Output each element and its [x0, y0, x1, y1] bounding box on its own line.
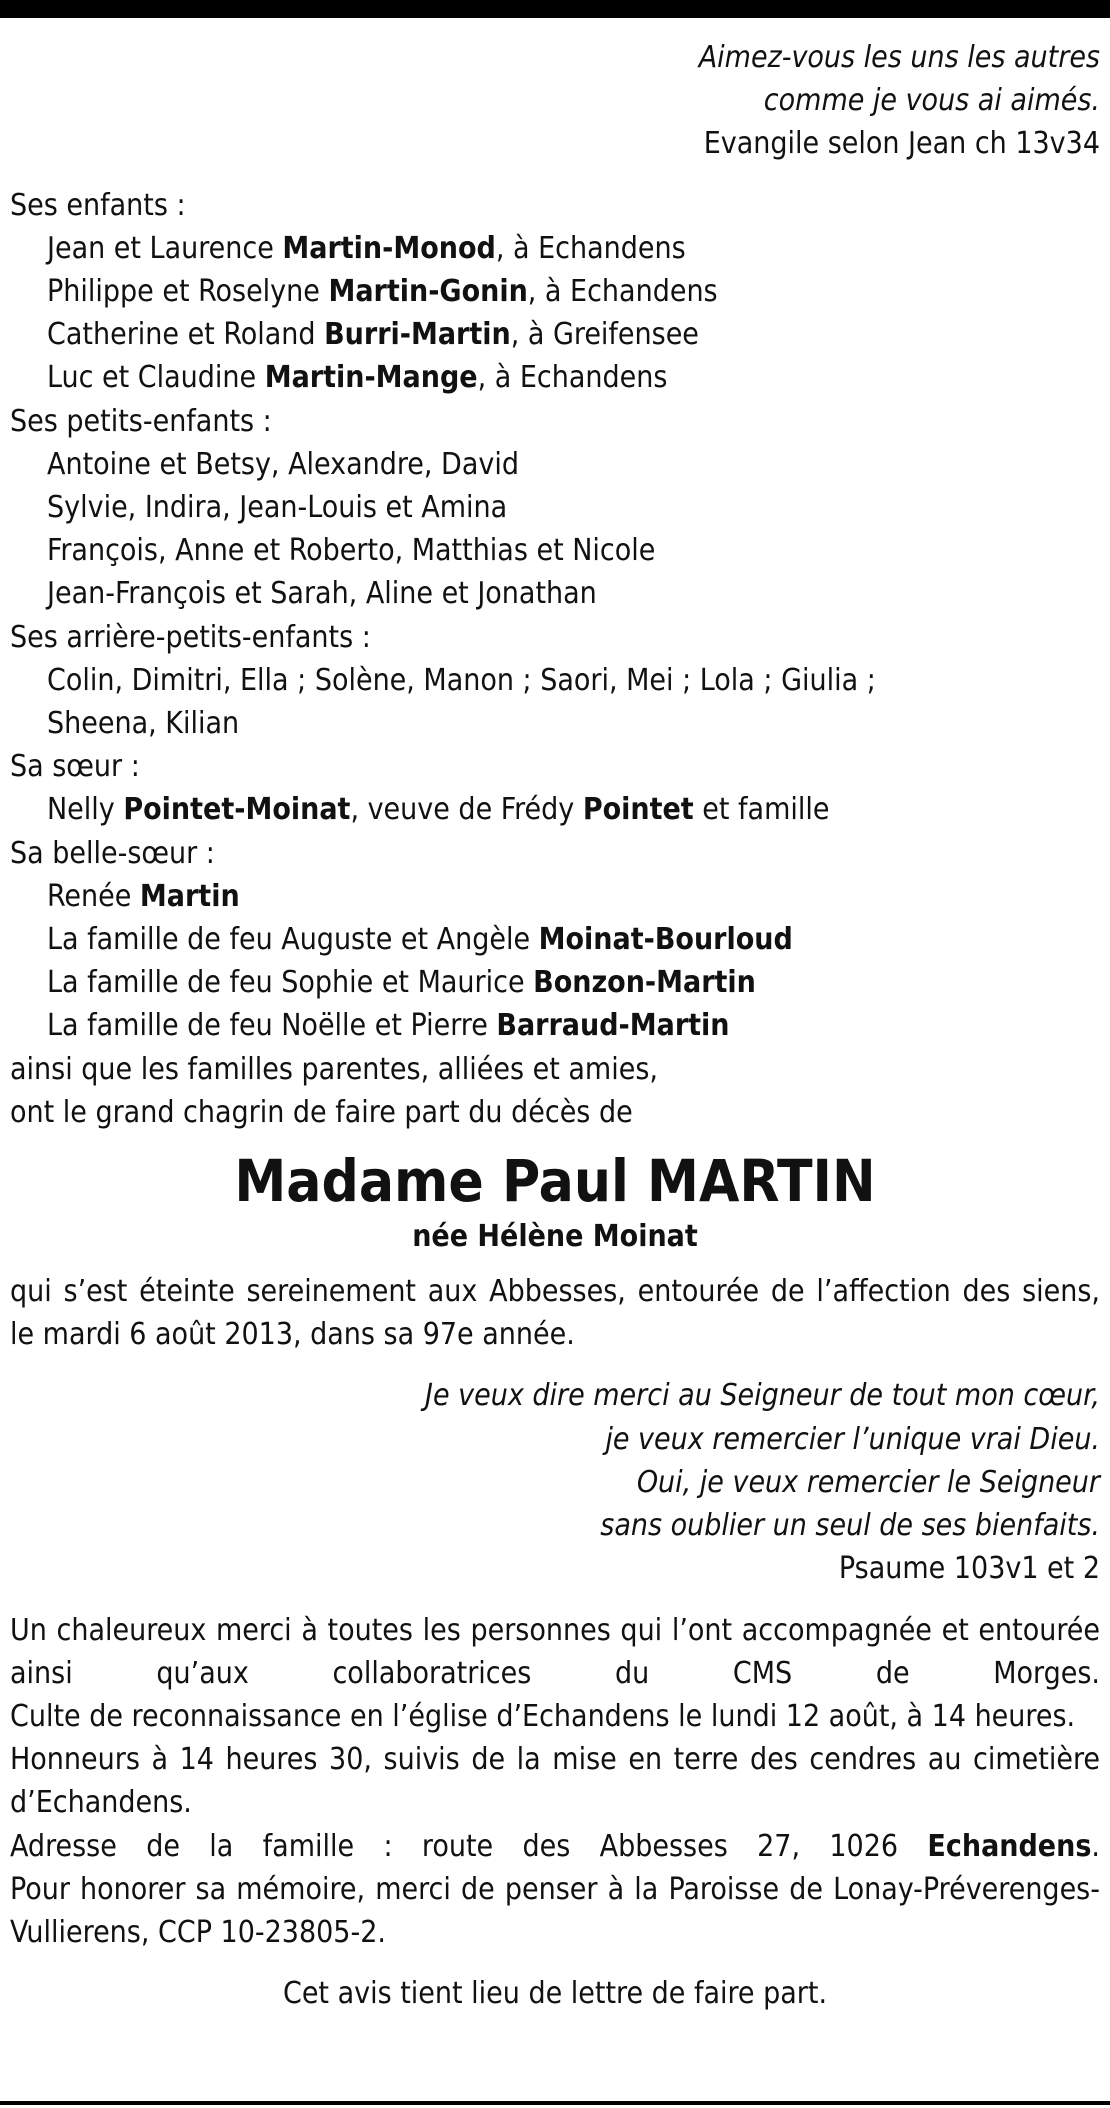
psalm-line: Je veux dire merci au Seigneur de tout mon cœur, [425, 1378, 1100, 1414]
grandchildren-label: Ses petits-enfants : [10, 403, 272, 439]
family-entry [10, 918, 1100, 961]
footer-note: Cet avis tient lieu de lettre de faire part. [282, 1976, 828, 2012]
address-town: Echandens [927, 1828, 1092, 1864]
deceased-name: Madame Paul MARTIN [234, 1147, 876, 1216]
grandchildren-line: François, Anne et Roberto, Matthias et Nicole [47, 533, 656, 569]
family-entry [10, 1004, 1100, 1047]
psalm-reference: Psaume 103v1 et 2 [838, 1551, 1100, 1587]
family-surname: Bonzon-Martin [533, 965, 756, 1001]
family-surname: Barraud-Martin [496, 1008, 730, 1044]
great-grandchildren-label: Ses arrière-petits-enfants : [10, 619, 371, 655]
epigraph-line: Aimez-vous les uns les autres [698, 40, 1100, 75]
donation-paragraph: Pour honorer sa mémoire, merci de penser à la Paroisse de Lonay-Préverenges-Vullierens, CCP 10-23805-2. [10, 1871, 1100, 1950]
spacer [10, 1356, 1100, 1374]
child-entry [10, 313, 1100, 356]
sister-in-law-label: Sa belle-sœur : [10, 835, 215, 871]
spacer [10, 166, 1100, 184]
family-surname: Moinat-Bourloud [538, 922, 793, 958]
child-entry [10, 356, 1100, 399]
child-surname: Martin-Gonin [328, 274, 528, 310]
child-names: Catherine et Roland [47, 317, 325, 353]
top-rule [0, 0, 1110, 18]
spacer [10, 1591, 1100, 1609]
great-grandchildren-line: Colin, Dimitri, Ella ; Solène, Manon ; Saori, Mei ; Lola ; Giulia ; [47, 662, 876, 698]
closing-line: ont le grand chagrin de faire part du décès de [10, 1094, 633, 1130]
closing-line: ainsi que les familles parentes, alliées et amies, [10, 1051, 658, 1087]
child-names: Philippe et Roselyne [47, 274, 329, 310]
psalm-line: sans oublier un seul de ses bienfaits. [600, 1508, 1100, 1544]
sister-husband-surname: Pointet [582, 792, 694, 828]
family-entry [10, 961, 1100, 1004]
sister-entry [10, 788, 1100, 831]
child-place: , à Echandens [477, 360, 668, 396]
family-text: La famille de feu Auguste et Angèle [47, 922, 539, 958]
grandchildren-line: Sylvie, Indira, Jean-Louis et Amina [47, 490, 508, 526]
spacer [10, 1954, 1100, 1972]
burial-paragraph: Honneurs à 14 heures 30, suivis de la mise en terre des cendres au cimetière d’Echandens. [10, 1742, 1100, 1821]
service-paragraph: Culte de reconnaissance en l’église d’Echandens le lundi 12 août, à 14 heures. [10, 1698, 1076, 1734]
address-end: . [1091, 1828, 1100, 1864]
child-entry [10, 227, 1100, 270]
sister-middle: , veuve de Frédy [350, 792, 583, 828]
child-place: , à Echandens [527, 274, 718, 310]
grandchildren-line: Jean-François et Sarah, Aline et Jonathan [47, 576, 597, 612]
epigraph-reference: Evangile selon Jean ch 13v34 [703, 126, 1100, 162]
deceased-maiden-name: née Hélène Moinat [412, 1219, 698, 1255]
child-entry [10, 270, 1100, 313]
great-grandchildren-line: Sheena, Kilian [47, 706, 240, 742]
child-surname: Martin-Monod [282, 230, 496, 266]
family-text: La famille de feu Noëlle et Pierre [47, 1008, 497, 1044]
bottom-rule [0, 2101, 1110, 2105]
thanks-paragraph: Un chaleureux merci à toutes les personnes qui l’ont accompagnée et entourée ainsi qu’aux collaboratrices du CMS de Morges. [10, 1612, 1100, 1691]
sister-in-law-first-name: Renée [47, 878, 140, 914]
child-place: , à Echandens [495, 230, 686, 266]
death-notice: qui s’est éteinte sereinement aux Abbesses, entourée de l’affection des siens, le mardi 6 août 2013, dans sa 97e année. [10, 1274, 1100, 1353]
sister-first-name: Nelly [47, 792, 124, 828]
psalm-line: je veux remercier l’unique vrai Dieu. [605, 1421, 1100, 1457]
sister-label: Sa sœur : [10, 749, 140, 785]
epigraph [10, 36, 1100, 122]
family-text: La famille de feu Sophie et Maurice [47, 965, 534, 1001]
obituary-notice [10, 36, 1100, 2015]
child-surname: Burri-Martin [324, 317, 511, 353]
address-text: Adresse de la famille : route des Abbesses 27, 1026 [10, 1828, 928, 1864]
grandchildren-line: Antoine et Betsy, Alexandre, David [47, 446, 519, 482]
children-label: Ses enfants : [10, 187, 186, 223]
sister-in-law-entry [10, 875, 1100, 918]
epigraph-line: comme je vous ai aimés. [763, 83, 1100, 119]
child-names: Luc et Claudine [47, 360, 265, 396]
child-names: Jean et Laurence [47, 230, 283, 266]
sister-surname: Pointet-Moinat [123, 792, 351, 828]
sister-end: et famille [693, 792, 830, 828]
child-place: , à Greifensee [510, 317, 699, 353]
psalm-line: Oui, je veux remercier le Seigneur [636, 1464, 1100, 1500]
child-surname: Martin-Mange [264, 360, 478, 396]
sister-in-law-surname: Martin [139, 878, 240, 914]
psalm [10, 1374, 1100, 1547]
address-paragraph [10, 1825, 1100, 1868]
